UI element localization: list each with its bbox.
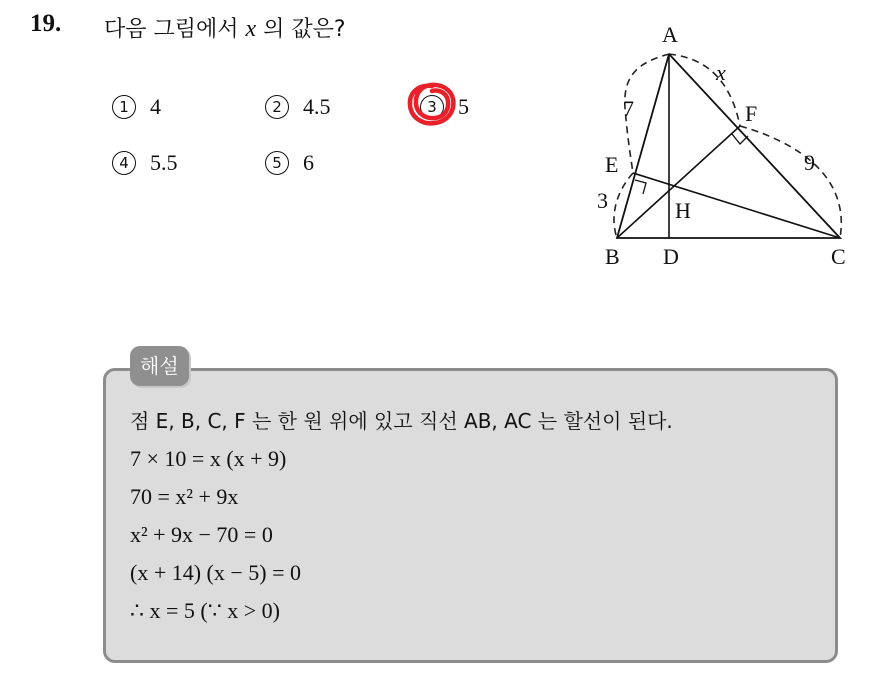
label-H: H	[675, 198, 691, 223]
choice-value: 6	[303, 150, 314, 175]
label-C: C	[831, 244, 846, 269]
question-variable: x	[245, 16, 257, 42]
choice-2[interactable]	[265, 94, 331, 120]
length-EB: 3	[597, 188, 608, 213]
choice-value: 5	[458, 94, 469, 119]
solution-line-3: 70 = x² + 9x	[130, 484, 239, 509]
right-angle-E	[635, 180, 646, 194]
question-text	[104, 12, 346, 43]
question-text-before: 다음 그림에서	[104, 17, 246, 42]
choice-number: 3	[420, 95, 444, 119]
label-E: E	[605, 152, 619, 177]
length-AE: 7	[623, 96, 634, 121]
label-A: A	[662, 22, 678, 47]
choice-number: 2	[265, 95, 289, 119]
question-text-after: 의 값은?	[256, 17, 346, 42]
choice-number: 5	[265, 151, 289, 175]
choice-value: 4	[150, 94, 161, 119]
choice-4[interactable]	[112, 150, 178, 176]
label-B: B	[605, 244, 620, 269]
choice-value: 5.5	[150, 150, 178, 175]
length-AF: x	[716, 60, 726, 85]
question-number: 19.	[30, 10, 62, 37]
triangle-figure	[585, 18, 860, 273]
triangle-ABC	[617, 54, 840, 238]
solution-line-5: (x + 14) (x − 5) = 0	[130, 560, 302, 585]
choice-5[interactable]	[265, 150, 314, 176]
arc-EB	[614, 173, 633, 238]
solution-line-4: x² + 9x − 70 = 0	[130, 522, 273, 547]
choice-number: 4	[112, 151, 136, 175]
solution-line-6: ∴ x = 5 (∵ x > 0)	[130, 598, 280, 623]
choice-value: 4.5	[303, 94, 331, 119]
answer-circle-mark	[405, 80, 459, 128]
label-D: D	[663, 244, 679, 269]
choice-number: 1	[112, 95, 136, 119]
arc-FC	[740, 126, 841, 238]
solution-tag: 해설	[130, 346, 189, 386]
solution-line-1: 점 E, B, C, F 는 한 원 위에 있고 직선 AB, AC 는 할선이 된다.	[130, 409, 673, 433]
label-F: F	[745, 101, 758, 126]
length-FC: 9	[804, 150, 815, 175]
choice-1[interactable]	[112, 94, 161, 120]
solution-line-2: 7 × 10 = x (x + 9)	[130, 446, 287, 471]
